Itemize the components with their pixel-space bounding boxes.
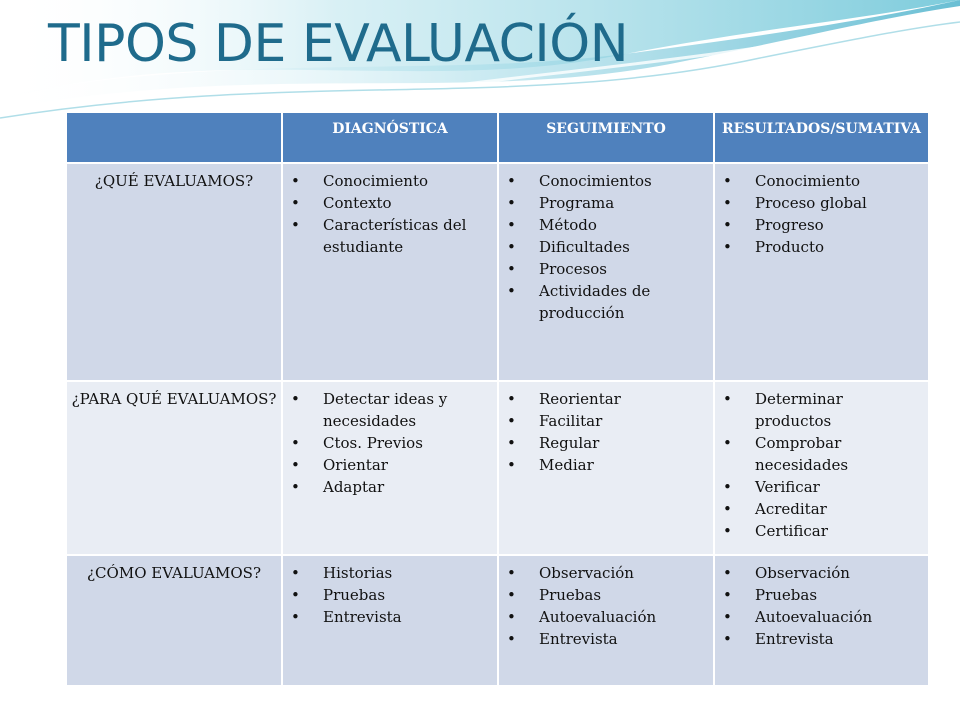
list-item: • Procesos — [507, 258, 707, 280]
evaluation-types-table — [65, 111, 930, 687]
list-item: • Ctos. Previos — [291, 432, 491, 454]
table-row — [66, 163, 929, 381]
list-item: • Características del estudiante — [291, 214, 491, 258]
list-item: • Observación — [507, 562, 707, 584]
list-item: • Detectar ideas y necesidades — [291, 388, 491, 432]
header-empty-cell — [66, 112, 282, 163]
list-item: • Pruebas — [291, 584, 491, 606]
list-item: • Conocimientos — [507, 170, 707, 192]
list-item: • Adaptar — [291, 476, 491, 498]
diagnostica-cell — [282, 381, 498, 555]
list-item: • Pruebas — [507, 584, 707, 606]
list-item: • Proceso global — [723, 192, 922, 214]
page-title: TIPOS DE EVALUACIÓN — [48, 14, 629, 74]
list-item: • Entrevista — [291, 606, 491, 628]
list-item: • Regular — [507, 432, 707, 454]
list-item: • Facilitar — [507, 410, 707, 432]
bullet-list — [283, 382, 497, 498]
diagnostica-cell — [282, 555, 498, 686]
seguimiento-cell — [498, 555, 714, 686]
table-header-row — [66, 112, 929, 163]
list-item: • Historias — [291, 562, 491, 584]
resultados-cell — [714, 381, 929, 555]
list-item: • Pruebas — [723, 584, 922, 606]
list-item: • Determinar productos — [723, 388, 922, 432]
seguimiento-cell — [498, 163, 714, 381]
row-label: ¿QUÉ EVALUAMOS? — [66, 163, 282, 381]
resultados-cell — [714, 163, 929, 381]
bullet-list — [499, 164, 713, 324]
list-item: • Certificar — [723, 520, 922, 542]
resultados-cell — [714, 555, 929, 686]
seguimiento-cell — [498, 381, 714, 555]
row-label: ¿PARA QUÉ EVALUAMOS? — [66, 381, 282, 555]
list-item: • Reorientar — [507, 388, 707, 410]
list-item: • Entrevista — [723, 628, 922, 650]
list-item: • Autoevaluación — [723, 606, 922, 628]
list-item: • Comprobar necesidades — [723, 432, 922, 476]
list-item: • Conocimiento — [291, 170, 491, 192]
list-item: • Contexto — [291, 192, 491, 214]
table-row — [66, 381, 929, 555]
bullet-list — [283, 164, 497, 258]
list-item: • Progreso — [723, 214, 922, 236]
header-diagnostica: DIAGNÓSTICA — [282, 112, 498, 163]
list-item: • Conocimiento — [723, 170, 922, 192]
list-item: • Entrevista — [507, 628, 707, 650]
list-item: • Método — [507, 214, 707, 236]
list-item: • Autoevaluación — [507, 606, 707, 628]
list-item: • Programa — [507, 192, 707, 214]
table-row — [66, 555, 929, 686]
list-item: • Actividades de producción — [507, 280, 707, 324]
header-resultados: RESULTADOS/SUMATIVA — [714, 112, 929, 163]
list-item: • Observación — [723, 562, 922, 584]
bullet-list — [499, 382, 713, 476]
list-item: • Dificultades — [507, 236, 707, 258]
diagnostica-cell — [282, 163, 498, 381]
row-label: ¿CÓMO EVALUAMOS? — [66, 555, 282, 686]
bullet-list — [499, 556, 713, 650]
list-item: • Acreditar — [723, 498, 922, 520]
bullet-list — [715, 556, 928, 650]
list-item: • Producto — [723, 236, 922, 258]
bullet-list — [715, 382, 928, 542]
bullet-list — [715, 164, 928, 258]
header-seguimiento: SEGUIMIENTO — [498, 112, 714, 163]
list-item: • Verificar — [723, 476, 922, 498]
bullet-list — [283, 556, 497, 628]
list-item: • Mediar — [507, 454, 707, 476]
list-item: • Orientar — [291, 454, 491, 476]
